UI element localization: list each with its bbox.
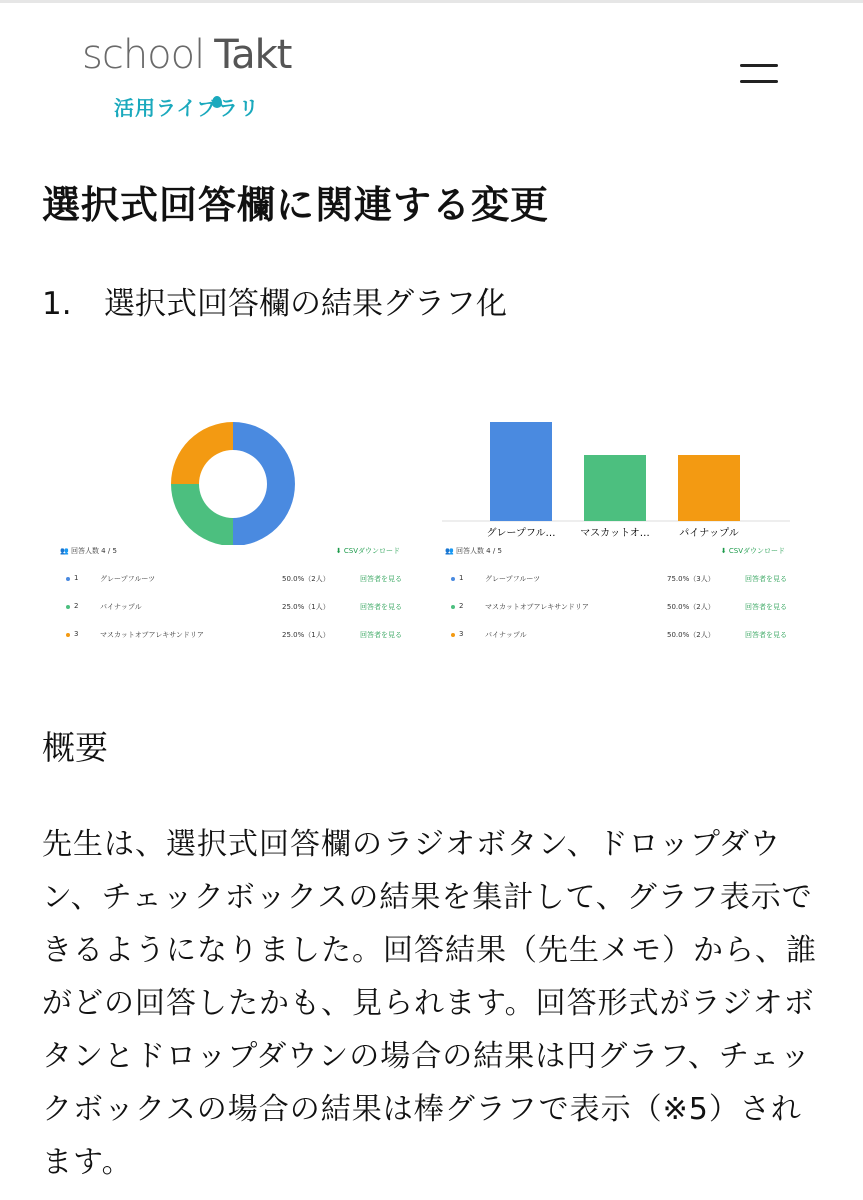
respondent-count: 👥 回答人数 4 / 5 (445, 547, 502, 555)
row-percent: 25.0%（1人） (282, 631, 330, 639)
respondent-line (60, 546, 400, 558)
row-index: 3 (459, 630, 464, 638)
respondent-count: 👥 回答人数 4 / 5 (60, 547, 117, 555)
csv-download-label: CSVダウンロード (343, 547, 400, 555)
row-index: 1 (459, 574, 464, 582)
row-percent: 50.0%（2人） (667, 631, 715, 639)
csv-download-button[interactable]: ⬇ CSVダウンロード (335, 547, 400, 555)
logo[interactable] (82, 28, 322, 123)
respondent-line (445, 546, 785, 558)
row-index: 2 (74, 602, 79, 610)
view-respondents-link[interactable]: 回答者を見る (745, 603, 787, 611)
row-index: 3 (74, 630, 79, 638)
series-dot (66, 605, 70, 609)
bar-label-1: グレープフル… (486, 528, 556, 539)
row-name: パイナップル (485, 631, 527, 639)
row-name: グレープフルーツ (100, 575, 156, 583)
site-header (0, 0, 863, 130)
bar-chart (440, 400, 810, 545)
row-index: 2 (459, 602, 464, 610)
csv-download-label: CSVダウンロード (728, 547, 785, 555)
pie-slice-3 (171, 422, 233, 484)
row-name: マスカットオブアレキサンドリア (485, 603, 589, 611)
overview-heading: 概要 (42, 728, 108, 767)
csv-download-button[interactable]: ⬇ CSVダウンロード (720, 547, 785, 555)
row-index: 1 (74, 574, 79, 582)
pie-slice-1 (233, 422, 295, 545)
section-title: 選択式回答欄の結果グラフ化 (104, 286, 507, 322)
row-percent: 50.0%（2人） (282, 575, 330, 583)
row-name: マスカットオブアレキサンドリア (100, 631, 204, 639)
row-percent: 25.0%（1人） (282, 603, 330, 611)
logo-takt: Takt (214, 32, 292, 78)
section-number: 1. (42, 286, 72, 322)
menu-line (740, 80, 778, 83)
series-dot (451, 633, 455, 637)
bar-1 (490, 422, 552, 521)
series-dot (451, 577, 455, 581)
pie-chart-panel (55, 400, 425, 660)
series-dot (66, 577, 70, 581)
logo-wordmark (82, 32, 291, 78)
respondent-count-text: 回答人数 4 / 5 (70, 547, 117, 555)
result-row (60, 602, 400, 614)
view-respondents-link[interactable]: 回答者を見る (360, 603, 402, 611)
respondent-count-text: 回答人数 4 / 5 (455, 547, 502, 555)
row-name: パイナップル (100, 603, 142, 611)
view-respondents-link[interactable]: 回答者を見る (360, 631, 402, 639)
menu-line (740, 64, 778, 67)
result-row (445, 630, 785, 642)
bar-3 (678, 455, 740, 521)
series-dot (66, 633, 70, 637)
view-respondents-link[interactable]: 回答者を見る (745, 575, 787, 583)
bar-label-2: マスカットオ… (580, 528, 650, 539)
bar-2 (584, 455, 646, 521)
donut-chart (55, 400, 425, 545)
hamburger-icon[interactable] (738, 60, 782, 90)
chart-figure (40, 400, 823, 660)
view-respondents-link[interactable]: 回答者を見る (745, 631, 787, 639)
result-row (60, 574, 400, 586)
series-dot (451, 605, 455, 609)
logo-subtitle: 活用ライブラリ (114, 96, 260, 120)
page-title: 選択式回答欄に関連する変更 (42, 183, 550, 227)
result-row (445, 602, 785, 614)
result-row (60, 630, 400, 642)
row-percent: 50.0%（2人） (667, 603, 715, 611)
bar-chart-panel (440, 400, 810, 660)
logo-school: school (82, 32, 205, 78)
view-respondents-link[interactable]: 回答者を見る (360, 575, 402, 583)
result-row (445, 574, 785, 586)
pie-slice-2 (171, 484, 233, 545)
section-heading (42, 278, 507, 323)
row-name: グレープフルーツ (485, 575, 541, 583)
overview-text: 先生は、選択式回答欄のラジオボタン、ドロップダウン、チェックボックスの結果を集計して、グラフ表示できるようになりました。回答結果（先生メモ）から、誰がどの回答したかも、見られます。回答形式がラジオボタンとドロップダウンの場合の結果は円グラフ、チェックボックスの場合の結果は棒グラフで表示（※5）されます。 (42, 827, 817, 1180)
row-percent: 75.0%（3人） (667, 575, 715, 583)
bar-label-3: パイナップル (679, 528, 739, 539)
